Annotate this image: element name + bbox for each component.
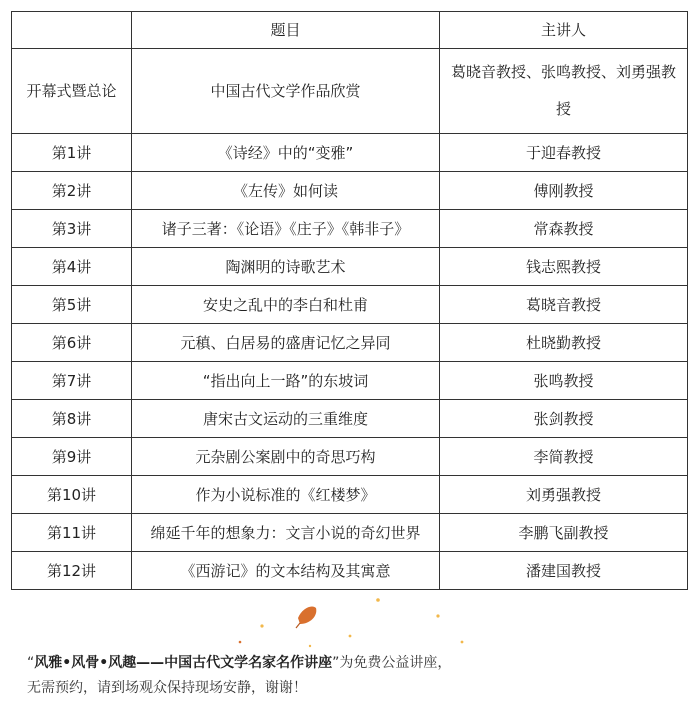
- lecture-title-cell: 诸子三著：《论语》《庄子》《韩非子》: [132, 210, 440, 248]
- lecture-speaker-cell: 葛晓音教授: [440, 286, 688, 324]
- lecture-number-cell: 第3讲: [12, 210, 132, 248]
- lecture-number-cell: 第12讲: [12, 552, 132, 590]
- lecture-speaker-cell: 张剑教授: [440, 400, 688, 438]
- dot-icon: [436, 614, 439, 617]
- lecture-speaker-cell: 常森教授: [440, 210, 688, 248]
- lecture-number-cell: 第11讲: [12, 514, 132, 552]
- dot-icon: [260, 624, 263, 627]
- lecture-number-cell: 第6讲: [12, 324, 132, 362]
- lecture-title-cell: 元杂剧公案剧中的奇思巧构: [132, 438, 440, 476]
- lecture-number-cell: 第10讲: [12, 476, 132, 514]
- open-quote: “: [27, 655, 35, 671]
- lecture-title-cell: 陶渊明的诗歌艺术: [132, 248, 440, 286]
- lecture-speaker-cell: 李简教授: [440, 438, 688, 476]
- falling-leaves-decoration: [0, 580, 700, 650]
- table-row: [12, 49, 688, 134]
- lecture-title-cell: 作为小说标准的《红楼梦》: [132, 476, 440, 514]
- lecture-title-cell: 唐宋古文运动的三重维度: [132, 400, 440, 438]
- table-row: [12, 134, 688, 172]
- lecture-speaker-cell: 李鹏飞副教授: [440, 514, 688, 552]
- notice-line-1: [27, 651, 687, 676]
- lecture-speaker-cell: 刘勇强教授: [440, 476, 688, 514]
- lecture-title-cell: 元稹、白居易的盛唐记忆之异同: [132, 324, 440, 362]
- notice-line-2: 无需预约，请到场观众保持现场安静，谢谢！: [27, 680, 307, 696]
- notice-suffix: ”为免费公益讲座，: [332, 655, 452, 671]
- lecture-number-cell: 第9讲: [12, 438, 132, 476]
- lecture-schedule-table: [11, 11, 688, 590]
- lecture-speaker-cell: 钱志熙教授: [440, 248, 688, 286]
- table-row: [12, 172, 688, 210]
- table-row: [12, 248, 688, 286]
- table-row: [12, 286, 688, 324]
- header-number: [12, 12, 132, 49]
- lecture-number-cell: 第2讲: [12, 172, 132, 210]
- table-row: [12, 438, 688, 476]
- lecture-title-cell: “指出向上一路”的东坡词: [132, 362, 440, 400]
- lecture-title-cell: 绵延千年的想象力：文言小说的奇幻世界: [132, 514, 440, 552]
- lecture-speaker-cell: 张鸣教授: [440, 362, 688, 400]
- lecture-title-cell: 《西游记》的文本结构及其寓意: [132, 552, 440, 590]
- lecture-title-cell: 《诗经》中的“变雅”: [132, 134, 440, 172]
- lecture-speaker-cell: 潘建国教授: [440, 552, 688, 590]
- lecture-speaker-cell: 葛晓音教授、张鸣教授、刘勇强教授: [440, 49, 688, 134]
- lecture-title-cell: 《左传》如何读: [132, 172, 440, 210]
- table-row: [12, 476, 688, 514]
- lecture-number-cell: 第5讲: [12, 286, 132, 324]
- table-row: [12, 210, 688, 248]
- lecture-title-cell: 安史之乱中的李白和杜甫: [132, 286, 440, 324]
- dot-icon: [349, 635, 352, 638]
- header-speaker: 主讲人: [440, 12, 688, 49]
- lecture-number-cell: 开幕式暨总论: [12, 49, 132, 134]
- lecture-speaker-cell: 傅刚教授: [440, 172, 688, 210]
- lecture-number-cell: 第8讲: [12, 400, 132, 438]
- lecture-number-cell: 第1讲: [12, 134, 132, 172]
- leaf-icon: [296, 606, 316, 628]
- lecture-title-cell: 中国古代文学作品欣赏: [132, 49, 440, 134]
- lecture-speaker-cell: 于迎春教授: [440, 134, 688, 172]
- table-row: [12, 514, 688, 552]
- series-name: 风雅•风骨•风趣——中国古代文学名家名作讲座: [34, 655, 333, 671]
- table-row: [12, 400, 688, 438]
- header-title: 题目: [132, 12, 440, 49]
- dot-icon: [309, 645, 311, 647]
- dot-icon: [461, 641, 464, 644]
- lecture-number-cell: 第7讲: [12, 362, 132, 400]
- free-lecture-notice: [27, 651, 687, 701]
- dot-icon: [376, 598, 380, 602]
- lecture-number-cell: 第4讲: [12, 248, 132, 286]
- table-row: [12, 324, 688, 362]
- dot-icon: [239, 641, 242, 644]
- lecture-speaker-cell: 杜晓勤教授: [440, 324, 688, 362]
- table-header-row: [12, 12, 688, 49]
- table-row: [12, 362, 688, 400]
